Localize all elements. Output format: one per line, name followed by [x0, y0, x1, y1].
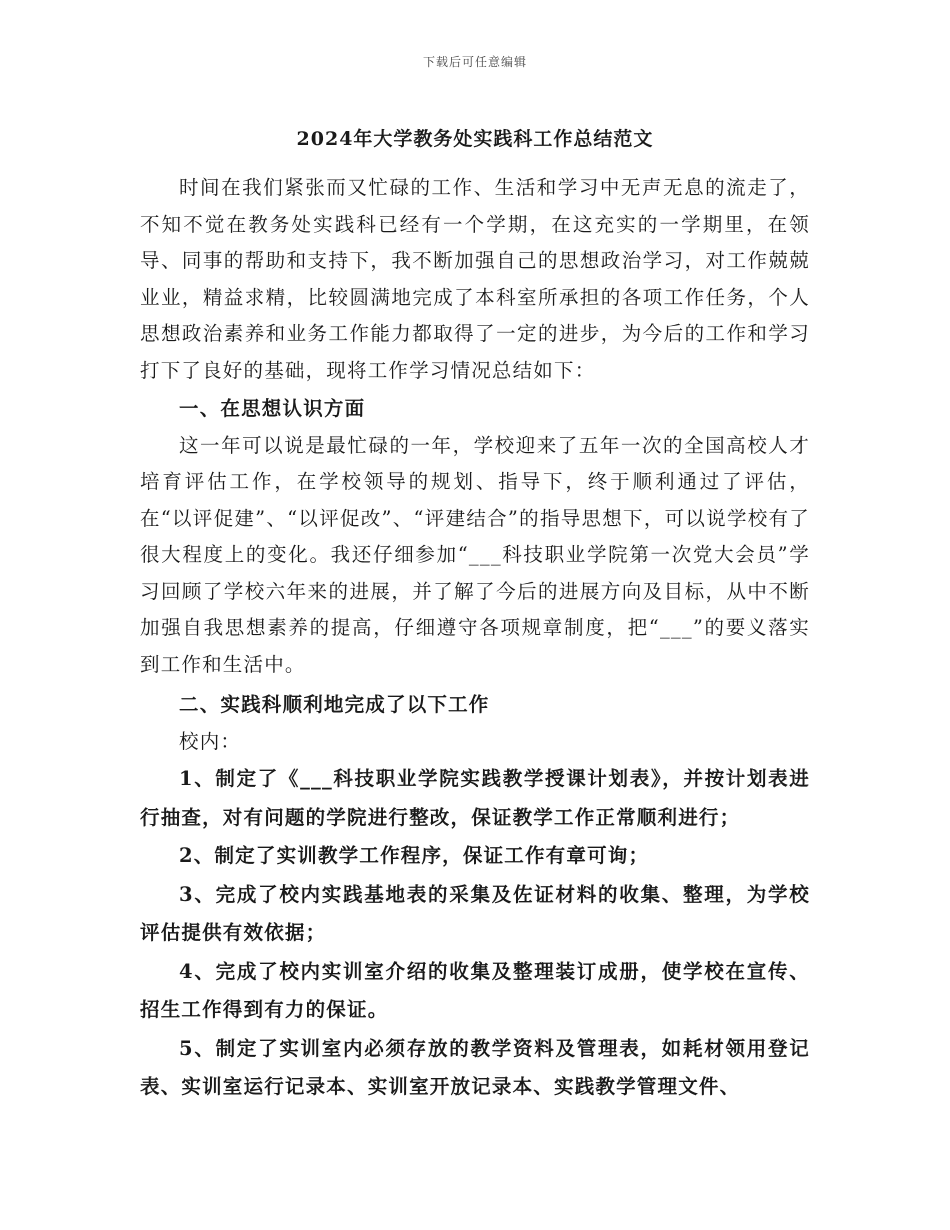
- list-item: 2、制定了实训教学工作程序，保证工作有章可询；: [179, 844, 650, 867]
- list-item: 5、制定了实训室内必须存放的教学资料及管理表，如耗材领用登记表、实训室运行记录本、实训室开放记录本、实践教学管理文件、: [140, 1036, 810, 1098]
- section2-heading: 二、实践科顺利地完成了以下工作: [179, 693, 490, 716]
- section2-subheading: 校内：: [179, 729, 242, 753]
- page-title: 2024年大学教务处实践科工作总结范文: [296, 128, 654, 150]
- list-item: 3、完成了校内实践基地表的采集及佐证材料的收集、整理，为学校评估提供有效依据；: [140, 882, 810, 944]
- list-item: 4、完成了校内实训室介绍的收集及整理装订成册，使学校在宣传、招生工作得到有力的保证。: [140, 959, 810, 1021]
- list-item: 1、制定了《___科技职业学院实践教学授课计划表》，并按计划表进行抽查，对有问题的学院进行整改，保证教学工作正常顺利进行；: [140, 767, 810, 829]
- document-body: [140, 170, 810, 1107]
- header-note: 下载后可任意编辑: [422, 55, 527, 69]
- section1-paragraph: 这一年可以说是最忙碌的一年，学校迎来了五年一次的全国高校人才培育评估工作，在学校领导的规划、指导下，终于顺利通过了评估，在“以评促建”、“以评促改”、“评建结合”的指导思想下，可以说学校有了很大程度上的变化。我还仔细参加“___科技职业学院第一次党大会员”学习回顾了学校六年来的进展，并了解了今后的进展方向及目标，从中不断加强自我思想素养的提高，仔细遵守各项规章制度，把“___”的要义落实到工作和生活中。: [140, 433, 810, 676]
- section1-heading: 一、在思想认识方面: [179, 397, 366, 420]
- intro-paragraph: 时间在我们紧张而又忙碌的工作、生活和学习中无声无息的流走了，不知不觉在教务处实践科已经有一个学期，在这充实的一学期里，在领导、同事的帮助和支持下，我不断加强自己的思想政治学习，对工作兢兢业业，精益求精，比较圆满地完成了本科室所承担的各项工作任务，个人思想政治素养和业务工作能力都取得了一定的进步，为今后的工作和学习打下了良好的基础，现将工作学习情况总结如下：: [140, 176, 810, 382]
